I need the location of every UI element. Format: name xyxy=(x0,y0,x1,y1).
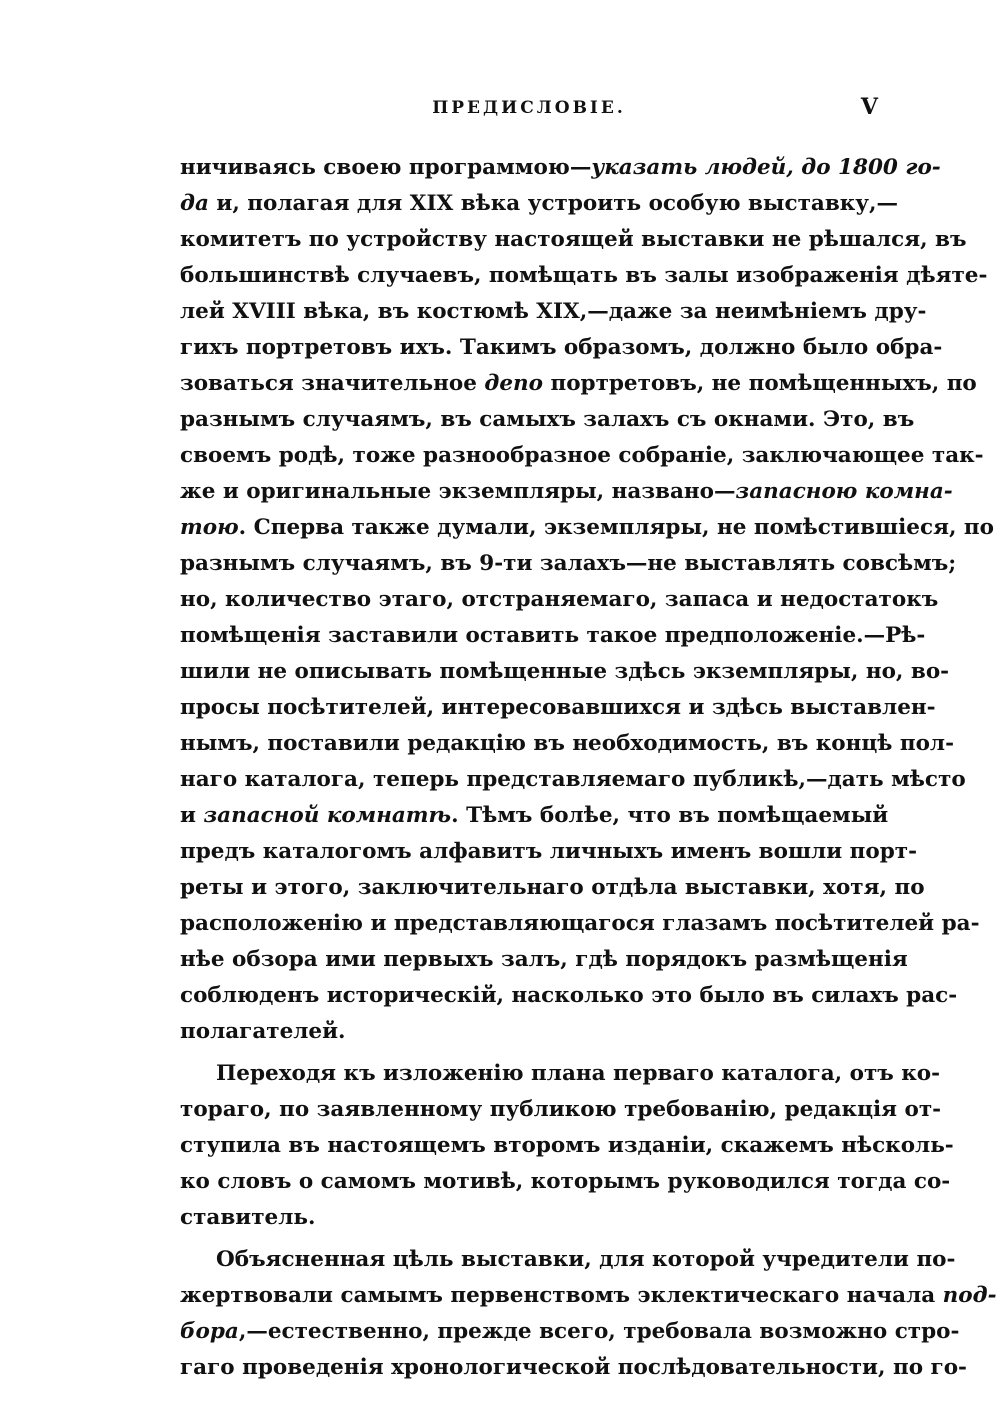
text-span: ничиваясь своею программою— xyxy=(180,155,592,180)
text-span: помѣщенія заставили оставить такое предположеніе.—Рѣ- xyxy=(180,623,926,648)
text-span: ко словъ о самомъ мотивѣ, которымъ руководился тогда со- xyxy=(180,1169,951,1194)
text-span: но, количество этаго, отстраняемаго, запаса и недостатокъ xyxy=(180,587,939,612)
italic-text: да xyxy=(180,191,209,216)
text-line xyxy=(180,1128,954,1164)
text-line xyxy=(180,1092,942,1128)
text-line xyxy=(180,1350,967,1386)
text-line xyxy=(180,402,915,438)
text-line xyxy=(180,1014,878,1050)
paragraph xyxy=(180,1242,997,1386)
text-span: соблюденъ историческій, насколько это было въ силахъ рас- xyxy=(180,983,958,1008)
italic-text: запасной комнатѣ xyxy=(203,803,452,828)
paragraph xyxy=(180,1056,954,1236)
text-span: просы посѣтителей, интересовавшихся и здѣсь выставлен- xyxy=(180,695,936,720)
text-line xyxy=(180,366,977,402)
body-text xyxy=(180,150,997,1386)
text-line xyxy=(180,978,958,1014)
text-line xyxy=(180,1056,941,1092)
text-span: реты и этого, заключительнаго отдѣла выставки, хотя, по xyxy=(180,875,925,900)
text-span: же и оригинальные экземпляры, названо— xyxy=(180,479,736,504)
text-line xyxy=(180,258,988,294)
text-span: и, полагая для XIX вѣка устроить особую выставку,— xyxy=(208,191,899,216)
text-span: ставитель. xyxy=(180,1205,316,1230)
text-span: и xyxy=(180,803,204,828)
text-span: полагателей. xyxy=(180,1019,346,1044)
italic-text: депо xyxy=(484,371,543,396)
text-line xyxy=(180,618,926,654)
text-span: разнымъ случаямъ, въ самыхъ залахъ съ окнами. Это, въ xyxy=(180,407,915,432)
text-line xyxy=(180,654,950,690)
text-span: . Тѣмъ болѣе, что въ помѣщаемый xyxy=(451,803,889,828)
text-span: ступила въ настоящемъ второмъ изданіи, скажемъ нѣсколь- xyxy=(180,1133,954,1158)
text-span: жертвовали самымъ первенствомъ эклектическаго начала xyxy=(180,1283,943,1308)
paragraph xyxy=(180,150,995,1050)
text-line xyxy=(180,870,925,906)
text-span: лей XVIII вѣка, въ костюмѣ XIX,—даже за неимѣніемъ дру- xyxy=(180,299,927,324)
text-line xyxy=(180,438,984,474)
text-line xyxy=(180,906,980,942)
text-span: Переходя къ изложенію плана перваго каталога, отъ ко- xyxy=(216,1061,941,1086)
text-span: . Сперва также думали, экземпляры, не помѣстившіеся, по xyxy=(238,515,995,540)
page-header xyxy=(180,94,878,124)
text-line xyxy=(180,330,943,366)
text-span: шили не описывать помѣщенные здѣсь экземпляры, но, во- xyxy=(180,659,950,684)
text-line xyxy=(180,1164,951,1200)
text-line xyxy=(180,222,967,258)
text-span: расположенію и представляющагося глазамъ посѣтителей ра- xyxy=(180,911,980,936)
text-line xyxy=(180,1242,956,1278)
text-span: гихъ портретовъ ихъ. Такимъ образомъ, должно было обра- xyxy=(180,335,943,360)
text-line xyxy=(180,942,908,978)
running-title: ПРЕДИСЛОВІЕ. xyxy=(432,98,626,118)
italic-text: запасною комна- xyxy=(735,479,953,504)
text-span: ,—естественно, прежде всего, требовала возможно стро- xyxy=(238,1319,960,1344)
italic-text: бора xyxy=(180,1319,239,1344)
italic-text: под- xyxy=(942,1283,997,1308)
text-line xyxy=(180,294,927,330)
text-span: наго каталога, теперь представляемаго публикѣ,—дать мѣсто xyxy=(180,767,966,792)
italic-text: указать людей, до 1800 го- xyxy=(591,155,941,180)
text-span: тораго, по заявленному публикою требованію, редакція от- xyxy=(180,1097,942,1122)
text-line xyxy=(180,474,953,510)
text-span: разнымъ случаямъ, въ 9-ти залахъ—не выставлять совсѣмъ; xyxy=(180,551,957,576)
text-line xyxy=(180,726,955,762)
italic-text: тою xyxy=(180,515,239,540)
text-span: нѣе обзора ими первыхъ залъ, гдѣ порядокъ размѣщенія xyxy=(180,947,908,972)
text-span: большинствѣ случаевъ, помѣщать въ залы изображенія дѣяте- xyxy=(180,263,988,288)
text-line xyxy=(180,150,941,186)
text-line xyxy=(180,546,957,582)
text-span: Объясненная цѣль выставки, для которой учредители по- xyxy=(216,1247,956,1272)
text-span: предъ каталогомъ алфавитъ личныхъ именъ вошли порт- xyxy=(180,839,918,864)
text-line xyxy=(180,834,918,870)
text-line xyxy=(180,510,995,546)
text-line xyxy=(180,762,966,798)
text-line xyxy=(180,186,899,222)
text-span: зоваться значительное xyxy=(180,371,485,396)
text-span: комитетъ по устройству настоящей выставки не рѣшался, въ xyxy=(180,227,967,252)
text-span: нымъ, поставили редакцію въ необходимость, въ концѣ пол- xyxy=(180,731,955,756)
text-line xyxy=(180,690,936,726)
text-span: портретовъ, не помѣщенныхъ, по xyxy=(542,371,977,396)
text-line xyxy=(180,1314,960,1350)
text-line xyxy=(180,1278,997,1314)
text-span: гаго проведенія хронологической послѣдовательности, по го- xyxy=(180,1355,967,1380)
page-number: V xyxy=(860,94,878,120)
text-line xyxy=(180,1200,878,1236)
text-line xyxy=(180,582,939,618)
text-span: своемъ родѣ, тоже разнообразное собраніе, заключающее так- xyxy=(180,443,984,468)
text-line xyxy=(180,798,889,834)
